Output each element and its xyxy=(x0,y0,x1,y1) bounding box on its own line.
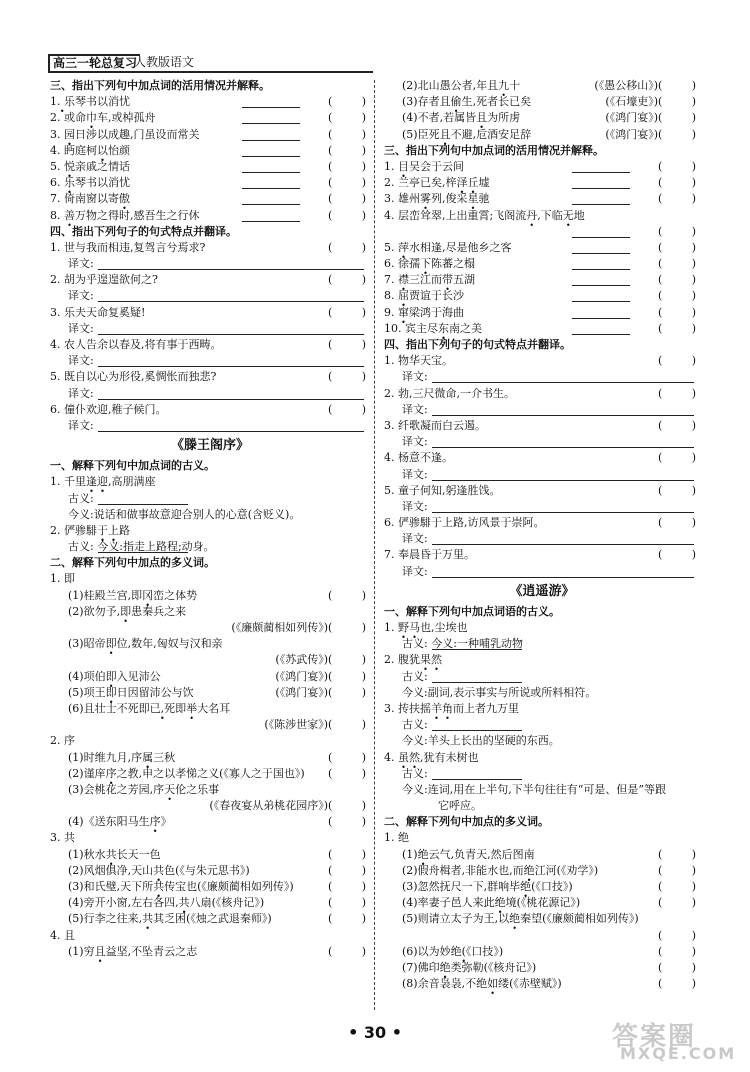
answer-blank[interactable] xyxy=(572,204,630,205)
exercise-line xyxy=(384,321,700,337)
exercise-line xyxy=(384,208,700,224)
exercise-line xyxy=(384,847,700,863)
line-text: 6. 乐琴书以消忧 xyxy=(50,176,130,190)
line-text: 古义: xyxy=(402,669,428,683)
line-text: (3)存者且偷生,死者长已矣 xyxy=(402,95,532,109)
answer-blank[interactable] xyxy=(242,107,300,108)
exercise-line xyxy=(384,353,700,369)
article-title: 《逍遥游》 xyxy=(509,583,575,599)
exercise-line xyxy=(384,879,700,895)
line-text: (7)佛印绝类弥勒(《核舟记》) xyxy=(402,960,537,974)
line-text: 1. 世与我而相违,复驾言兮焉求? xyxy=(50,240,206,254)
line-text: (3)忽然抚尺一下,群响毕绝(《口技》) xyxy=(402,880,573,893)
exercise-line xyxy=(50,604,370,620)
answer-blank[interactable] xyxy=(242,204,300,205)
answer-blank[interactable] xyxy=(242,123,300,124)
section-heading xyxy=(384,337,700,353)
exercise-line xyxy=(384,369,700,385)
line-text: 5. 既自以心为形役,奚惆怅而独悲? xyxy=(50,370,217,384)
line-text: (1)秋水共长天一色 xyxy=(68,847,161,861)
exercise-line xyxy=(384,976,700,992)
exercise-line xyxy=(50,652,370,668)
translation-answer-line[interactable] xyxy=(432,382,694,383)
answer-blank[interactable] xyxy=(572,269,630,270)
exercise-line xyxy=(384,531,700,547)
section-heading xyxy=(384,143,700,159)
exercise-line xyxy=(384,620,700,636)
answer-blank[interactable] xyxy=(572,188,630,189)
exercise-line xyxy=(384,782,700,798)
answer-blank[interactable] xyxy=(572,237,630,238)
exercise-line xyxy=(50,879,370,895)
section-heading xyxy=(50,224,370,240)
exercise-line xyxy=(50,847,370,863)
line-text: 译文: xyxy=(402,532,428,546)
line-text: 译文: xyxy=(402,499,428,513)
line-text: 1. 野马也,尘埃也 xyxy=(384,621,468,634)
exercise-line xyxy=(384,402,700,418)
translation-answer-line[interactable] xyxy=(432,544,694,545)
line-text: 三、指出下列句中加点词的活用情况并解释。 xyxy=(50,79,270,92)
exercise-line xyxy=(50,750,370,766)
line-text: 3. 雄州雾列,俊采星驰 xyxy=(384,192,490,206)
exercise-line xyxy=(384,127,700,143)
line-text: (1)桂殿兰宫,即冈峦之体势 xyxy=(68,588,198,602)
source-citation: (《鸿门宴》) xyxy=(275,685,328,699)
line-text: 2. 腹犹果然 xyxy=(384,653,442,667)
line-text: (8)余音袅袅,不绝如缕(《赤壁赋》) xyxy=(402,977,562,991)
exercise-line xyxy=(50,191,370,207)
exercise-line xyxy=(50,272,370,288)
line-text: 译文: xyxy=(402,435,428,449)
article-title: 《滕王阁序》 xyxy=(170,438,249,454)
line-text: (1)绝云气,负青天,然后图南 xyxy=(402,847,535,861)
source-citation: (《石壕吏》) xyxy=(605,95,658,109)
exercise-line xyxy=(384,467,700,483)
line-text: (3)昭帝即位,数年,匈奴与汉和亲 xyxy=(68,637,223,651)
line-text: 古义: xyxy=(68,491,94,505)
answer-blank[interactable] xyxy=(242,172,300,173)
answer-blank[interactable] xyxy=(572,318,630,319)
exercise-line xyxy=(50,240,370,256)
exercise-line xyxy=(384,652,700,668)
line-text: 2. 或命巾车,或棹孤舟 xyxy=(50,111,156,125)
exercise-line xyxy=(50,491,370,507)
line-text: 8. 善万物之得时,感吾生之行休 xyxy=(50,208,200,222)
line-text: 译文: xyxy=(68,321,94,335)
line-text: 8. 屈贾谊于长沙 xyxy=(384,289,464,303)
exercise-line xyxy=(50,733,370,749)
exercise-line xyxy=(50,305,370,321)
answer-blank[interactable] xyxy=(432,779,522,780)
translation-answer-line[interactable] xyxy=(432,415,694,416)
line-text: 今义:连词,用在上半句,下半句往往有“可是、但是”等跟 xyxy=(402,782,666,796)
exercise-line xyxy=(50,717,370,733)
exercise-line xyxy=(384,78,700,94)
exercise-line xyxy=(384,750,700,766)
exercise-line xyxy=(384,159,700,175)
line-text: (《陈涉世家》) xyxy=(264,718,328,732)
exercise-line xyxy=(384,175,700,191)
line-text: 译文: xyxy=(68,289,94,303)
line-text: (4)率妻子邑人来此绝境(《桃花源记》) xyxy=(402,896,581,910)
answer-blank[interactable] xyxy=(572,172,630,173)
exercise-line xyxy=(384,636,700,652)
translation-answer-line[interactable] xyxy=(98,301,364,302)
line-text: 一、解释下列句中加点词语的古义。 xyxy=(384,604,560,618)
line-text: (4)不者,若属皆且为所虏 xyxy=(402,111,521,125)
exercise-line xyxy=(384,110,700,126)
line-text: (5)臣死且不避,卮酒安足辞 xyxy=(402,127,532,141)
line-text: 二、解释下列句中加点的多义词。 xyxy=(50,556,215,570)
line-text: 古义: xyxy=(402,766,428,780)
line-text: 6. 俨骖騑于上路,访风景于崇阿。 xyxy=(384,516,545,530)
exercise-line xyxy=(384,798,700,814)
section-heading xyxy=(384,814,700,830)
exercise-line xyxy=(384,256,700,272)
translation-answer-line[interactable] xyxy=(98,334,364,335)
left-column xyxy=(50,78,370,960)
answer-blank[interactable] xyxy=(242,156,300,157)
line-text: (5)则请立太子为王,以绝秦望(《廉颇蔺相如列传》) xyxy=(402,912,639,926)
exercise-line xyxy=(50,94,370,110)
line-text: (4)《送东阳马生序》 xyxy=(68,815,172,829)
exercise-line xyxy=(50,523,370,539)
line-text: (2)风烟俱净,天山共色(《与朱元思书》) xyxy=(68,863,250,877)
line-text: 4. 虽然,犹有未树也 xyxy=(384,750,479,764)
line-text: 译文: xyxy=(68,354,94,368)
line-text: 今义:羊头上长出的坚硬的东西。 xyxy=(402,734,560,748)
exercise-line xyxy=(50,928,370,944)
line-text: 1. 物华天宝。 xyxy=(384,354,453,368)
answer-blank[interactable] xyxy=(572,285,630,286)
exercise-line xyxy=(50,402,370,418)
line-text: 古义: 今义:一种哺乳动物 xyxy=(402,637,523,651)
exercise-line xyxy=(384,960,700,976)
line-text: 古义: xyxy=(402,718,428,732)
line-text: (4)旁开小窗,左右各四,共八扇(《核舟记》) xyxy=(68,896,265,910)
line-text: (《春夜宴从弟桃花园序》) xyxy=(209,799,328,813)
exercise-line xyxy=(50,685,370,701)
exercise-line xyxy=(384,685,700,701)
line-text: (5)行李之往来,共其乏困(《烛之武退秦师》) xyxy=(68,912,272,926)
line-text: 译文: xyxy=(402,467,428,481)
answer-blank[interactable] xyxy=(98,552,188,553)
exercise-line xyxy=(50,571,370,587)
exercise-line xyxy=(50,636,370,652)
line-text: (2)北山愚公者,年且九十 xyxy=(402,79,521,92)
section-heading xyxy=(50,458,370,474)
line-text: 7. 襟三江而带五湖 xyxy=(384,273,475,287)
line-text: (3)和氏璧,天下所共传宝也(《廉颇蔺相如列传》) xyxy=(68,880,294,893)
exercise-line xyxy=(50,669,370,685)
line-text: 四、指出下列句子的句式特点并翻译。 xyxy=(50,224,237,238)
section-heading xyxy=(384,604,700,620)
line-text: 7. 奉晨昏于万里。 xyxy=(384,548,475,562)
exercise-line xyxy=(50,507,370,523)
line-text: 4. 农人告余以春及,将有事于西畴。 xyxy=(50,338,222,351)
line-text: 二、解释下列句中加点的多义词。 xyxy=(384,815,549,829)
line-text: 1. 千里逢迎,高朋满座 xyxy=(50,475,156,489)
line-text: 2. 序 xyxy=(50,734,75,748)
exercise-line xyxy=(50,895,370,911)
exercise-line xyxy=(50,539,370,555)
line-text: 3. 纤歌凝而白云遏。 xyxy=(384,418,486,432)
line-text: (6)以为妙绝( •《口技》) xyxy=(402,944,503,960)
exercise-line xyxy=(384,418,700,434)
section-heading xyxy=(50,555,370,571)
exercise-line xyxy=(384,564,700,580)
exercise-line xyxy=(384,386,700,402)
line-text: 2. 勃,三尺微命,一介书生。 xyxy=(384,386,515,400)
exercise-line xyxy=(384,863,700,879)
line-text: 译文: xyxy=(402,370,428,384)
answer-blank[interactable] xyxy=(432,730,522,731)
line-text: 四、指出下列句子的句式特点并翻译。 xyxy=(384,338,571,351)
exercise-line xyxy=(384,224,700,240)
watermark-logo xyxy=(612,1016,737,1064)
exercise-line xyxy=(50,701,370,717)
line-text: 1. 目吴会于云间 xyxy=(384,159,464,173)
exercise-line xyxy=(384,191,700,207)
exercise-line xyxy=(384,911,700,927)
answer-blank[interactable] xyxy=(432,649,522,650)
column-divider xyxy=(374,80,375,1010)
line-text: (6)且壮士不死即已, •死即举大名耳 xyxy=(68,701,230,717)
exercise-line xyxy=(50,208,370,224)
watermark-text: 答案圈 xyxy=(612,1022,697,1052)
line-text: 3. 园日涉以成趣,门虽设而常关 xyxy=(50,127,200,141)
exercise-line xyxy=(50,337,370,353)
line-text: 6. 僮仆欢迎,稚子候门。 xyxy=(50,402,167,416)
exercise-line xyxy=(50,944,370,960)
exercise-line xyxy=(50,321,370,337)
line-text: 4. 眄庭柯以怡颜 xyxy=(50,143,130,157)
source-citation: (《鸿门宴》) xyxy=(605,111,658,125)
exercise-line xyxy=(384,701,700,717)
exercise-line xyxy=(384,717,700,733)
translation-answer-line[interactable] xyxy=(432,577,694,578)
line-text: 9. 窜梁鸿于海曲 xyxy=(384,305,464,319)
answer-blank[interactable] xyxy=(242,188,300,189)
line-text: 4. 层峦耸翠,上出重霄;飞阁流丹,下临无地 xyxy=(384,208,585,222)
line-text: 10. 宾主尽东南之美 xyxy=(384,321,482,335)
line-text: (2)谨庠序之教,申之以孝悌之义(《寡人之于国也》) xyxy=(68,766,305,780)
translation-answer-line[interactable] xyxy=(98,399,364,400)
source-citation: (《鸿门宴》) xyxy=(605,127,658,141)
right-column xyxy=(384,78,700,992)
exercise-line xyxy=(384,928,700,944)
answer-blank[interactable] xyxy=(572,301,630,302)
answer-blank[interactable] xyxy=(572,253,630,254)
exercise-line xyxy=(384,272,700,288)
line-text: 古义: 今义:指走上路程;动身。 xyxy=(68,540,215,554)
line-text: 4. 且 xyxy=(50,928,75,942)
line-text: 2. 兰亭已矣,梓泽丘墟 xyxy=(384,176,490,190)
subject-label: 人教版语文 xyxy=(134,55,195,69)
line-text: 它呼应。 xyxy=(438,799,482,813)
page-header xyxy=(48,50,708,72)
line-text: 1. 即 xyxy=(50,572,75,586)
line-text: (2)假舟楫者,非能水也,而绝江河(《劝学》) xyxy=(402,863,599,877)
line-text: (2)欲勿予,即患秦兵之来 xyxy=(68,604,187,618)
translation-answer-line[interactable] xyxy=(432,512,694,513)
exercise-line xyxy=(384,515,700,531)
exercise-line xyxy=(384,450,700,466)
watermark-url: MXQE.COM xyxy=(620,1044,737,1063)
exercise-line xyxy=(384,434,700,450)
line-text: 译文: xyxy=(68,386,94,400)
line-text: 译文: xyxy=(68,257,94,271)
line-text: 三、指出下列句中加点词的活用情况并解释。 xyxy=(384,143,604,157)
translation-answer-line[interactable] xyxy=(98,366,364,367)
source-citation: (《鸿门宴》) xyxy=(275,669,328,683)
exercise-line xyxy=(50,127,370,143)
exercise-line xyxy=(50,175,370,191)
line-text: (3)会桃花之芳园,序天伦之乐事 xyxy=(68,782,220,796)
exercise-line xyxy=(384,830,700,846)
line-text: 译文: xyxy=(402,402,428,416)
line-text: 3. 乐夫天命复奚疑! xyxy=(50,305,146,319)
exercise-line xyxy=(384,669,700,685)
exercise-line xyxy=(50,143,370,159)
line-text: 5. 童子何知,躬逢胜饯。 xyxy=(384,483,501,497)
line-text: (《苏武传》) xyxy=(275,653,328,667)
line-text: 1. • 乐琴书以消忧 xyxy=(50,94,130,110)
line-text: (《廉颇蔺相如列传》) xyxy=(231,621,328,634)
line-text: 2. 胡为乎遑遑欲何之? xyxy=(50,273,158,287)
exercise-line xyxy=(50,588,370,604)
exercise-line xyxy=(384,547,700,563)
exercise-line xyxy=(384,499,700,515)
line-text: 译文: xyxy=(402,564,428,578)
line-text: 3. 共 xyxy=(50,831,75,845)
section-heading xyxy=(50,78,370,94)
translation-answer-line[interactable] xyxy=(432,447,694,448)
source-citation: (《愚公移山》) xyxy=(594,79,658,92)
exercise-line xyxy=(384,288,700,304)
header-rule xyxy=(48,71,373,73)
line-text: 一、解释下列句中加点词的古义。 xyxy=(50,459,215,473)
answer-blank[interactable] xyxy=(572,334,630,335)
translation-answer-line[interactable] xyxy=(98,269,364,270)
exercise-line xyxy=(50,353,370,369)
line-text: 4. 杨意不逢。 xyxy=(384,451,453,465)
exercise-line xyxy=(50,159,370,175)
line-text: (5)项王即日因留沛公与饮 xyxy=(68,685,194,699)
exercise-line xyxy=(50,418,370,434)
exercise-line xyxy=(50,830,370,846)
exercise-line xyxy=(50,620,370,636)
exercise-line xyxy=(384,895,700,911)
book-badge: 高三一轮总复习 xyxy=(48,54,140,73)
exercise-line xyxy=(50,814,370,830)
exercise-line xyxy=(50,782,370,798)
exercise-line xyxy=(50,386,370,402)
answer-blank[interactable] xyxy=(242,221,300,222)
line-text: 3. 抟扶摇羊角而上者九万里 xyxy=(384,701,519,715)
exercise-line xyxy=(384,94,700,110)
exercise-line xyxy=(384,305,700,321)
exercise-line xyxy=(50,863,370,879)
line-text: 6. 徐孺下陈蕃之榻 xyxy=(384,257,475,271)
line-text: 5. 萍水相逢,尽是他乡之客 xyxy=(384,240,512,254)
line-text: 译文: xyxy=(68,418,94,432)
answer-blank[interactable] xyxy=(432,682,522,683)
line-text: (4)项伯即入见沛公 xyxy=(68,669,161,683)
exercise-line xyxy=(384,766,700,782)
exercise-line xyxy=(50,911,370,927)
line-text: (1)时维九月,序属三秋 xyxy=(68,750,176,764)
line-text: 1. 绝 xyxy=(384,831,409,845)
exercise-line xyxy=(384,483,700,499)
line-text: 2. 俨骖騑于上路 xyxy=(50,523,130,537)
exercise-line xyxy=(50,766,370,782)
translation-answer-line[interactable] xyxy=(98,431,364,432)
line-text: 7. 倚南窗以寄傲 xyxy=(50,192,130,206)
exercise-line xyxy=(50,474,370,490)
line-text: 今义:副词,表示事实与所说或所料相符。 xyxy=(402,685,597,699)
line-text: (1)穷且益坚,不坠青云之志 xyxy=(68,944,198,958)
exercise-line xyxy=(384,240,700,256)
exercise-line xyxy=(50,369,370,385)
line-text: 今义:说话和做事故意迎合别人的心意(含贬义)。 xyxy=(68,507,301,521)
exercise-line xyxy=(50,288,370,304)
exercise-line xyxy=(384,733,700,749)
line-text: 5. 悦亲戚之情话 xyxy=(50,159,130,173)
translation-answer-line[interactable] xyxy=(432,480,694,481)
exercise-line xyxy=(50,110,370,126)
answer-blank[interactable] xyxy=(242,140,300,141)
exercise-line xyxy=(50,798,370,814)
answer-blank[interactable] xyxy=(98,504,188,505)
exercise-line xyxy=(384,944,700,960)
page-number: • 30 • xyxy=(348,1023,402,1042)
exercise-line xyxy=(50,256,370,272)
